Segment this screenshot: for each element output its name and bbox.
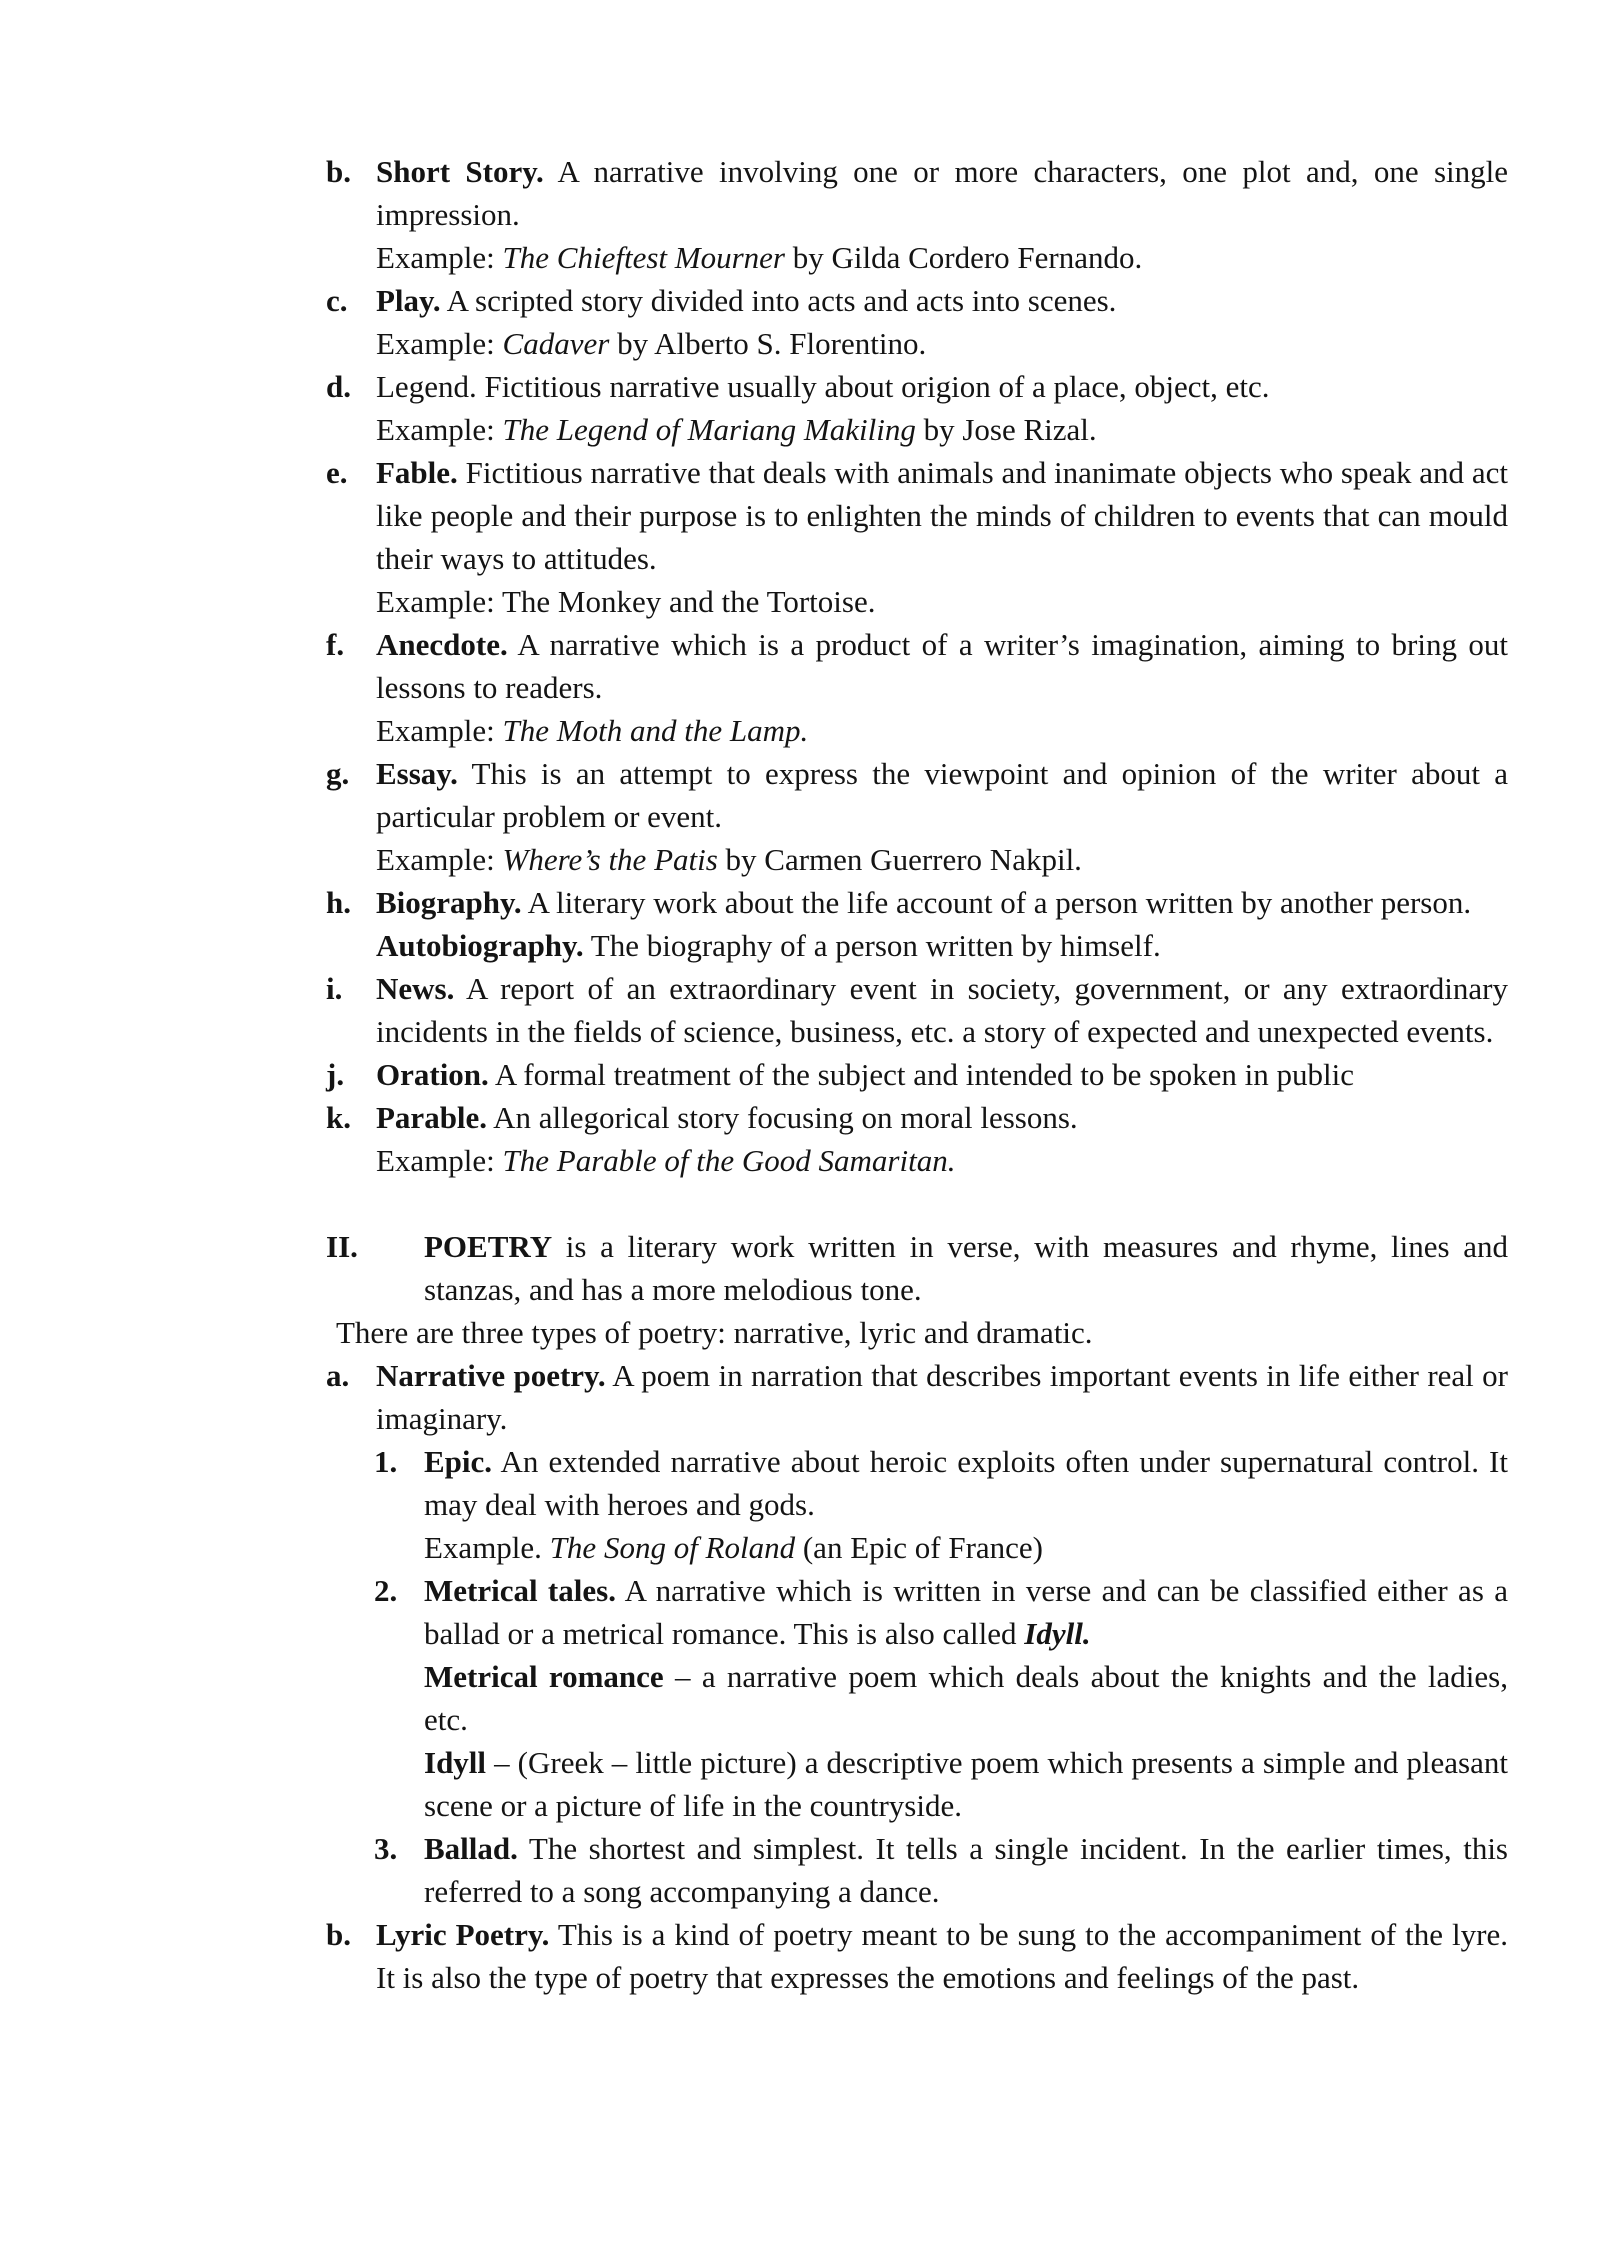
- item-term: Oration.: [376, 1057, 489, 1092]
- item-label: g.: [326, 756, 350, 791]
- item-text: A poem in narration that describes important events in life either real or imaginary.: [376, 1358, 1508, 1436]
- example-suffix: by Jose Rizal.: [915, 412, 1097, 447]
- item-label: k.: [326, 1100, 351, 1135]
- item-term: Parable.: [376, 1100, 488, 1135]
- list-item-biography: [326, 881, 1508, 967]
- item-example: [376, 1139, 1508, 1182]
- example-prefix: Example:: [376, 713, 503, 748]
- item-term: Fable.: [376, 455, 458, 490]
- item-label: b.: [326, 154, 351, 189]
- sub-item-term: Metrical tales.: [424, 1573, 616, 1608]
- item-example: Example: The Monkey and the Tortoise.: [376, 584, 876, 619]
- item-label: h.: [326, 885, 351, 920]
- sub-item-label: 3.: [374, 1831, 398, 1866]
- list-item-essay: [326, 752, 1508, 881]
- list-item-short-story: [326, 150, 1508, 279]
- example-suffix: by Gilda Cordero Fernando.: [784, 240, 1143, 275]
- example-suffix: by Carmen Guerrero Nakpil.: [717, 842, 1082, 877]
- definition-term: Metrical romance: [424, 1659, 664, 1694]
- example-prefix: Example:: [376, 842, 503, 877]
- item-text: Legend. Fictitious narrative usually about origion of a place, object, etc.: [376, 369, 1270, 404]
- idyll-definition: [424, 1741, 1508, 1827]
- item-text: A scripted story divided into acts and acts into scenes.: [440, 283, 1117, 318]
- sub-item-example: [424, 1526, 1508, 1569]
- item-label: j.: [326, 1057, 345, 1092]
- idyll-word: Idyll.: [1024, 1616, 1091, 1651]
- example-title: Where’s the Patis: [502, 842, 718, 877]
- item-text: A report of an extraordinary event in society, government, or any extraordinary incidents in the fields of science, business, etc. a story of expected and unexpected events.: [376, 971, 1508, 1049]
- item-label: a.: [326, 1358, 350, 1393]
- item-term: Narrative poetry.: [376, 1358, 606, 1393]
- item-label: f.: [326, 627, 345, 662]
- list-item-legend: [326, 365, 1508, 451]
- subdefinition-term: Autobiography.: [376, 928, 584, 963]
- item-example: [376, 236, 1508, 279]
- subdefinition-text: The biography of a person written by himself.: [583, 928, 1161, 963]
- poetry-types-intro: There are three types of poetry: narrative, lyric and dramatic.: [336, 1315, 1093, 1350]
- example-title: Cadaver: [502, 326, 610, 361]
- list-item-parable: [326, 1096, 1508, 1182]
- item-text: This is an attempt to express the viewpoint and opinion of the writer about a particular problem or event.: [376, 756, 1508, 834]
- item-term: Play.: [376, 283, 441, 318]
- section-label: II.: [326, 1229, 358, 1264]
- item-text: A literary work about the life account of a person written by another person.: [521, 885, 1472, 920]
- example-title: The Song of Roland: [549, 1530, 796, 1565]
- sub-item-text: The shortest and simplest. It tells a single incident. In the earlier times, this referred to a song accompanying a dance.: [424, 1831, 1508, 1909]
- item-example: [376, 322, 1508, 365]
- example-prefix: Example:: [376, 326, 503, 361]
- example-prefix: Example.: [424, 1530, 550, 1565]
- example-prefix: Example:: [376, 1143, 503, 1178]
- metrical-romance-definition: [424, 1655, 1508, 1741]
- sub-item-term: Ballad.: [424, 1831, 518, 1866]
- sub-item-label: 1.: [374, 1444, 398, 1479]
- example-prefix: Example:: [376, 240, 503, 275]
- example-title: The Chieftest Mourner: [502, 240, 785, 275]
- item-example: [376, 709, 1508, 752]
- item-label: c.: [326, 283, 348, 318]
- list-item-anecdote: [326, 623, 1508, 752]
- item-text: Fictitious narrative that deals with animals and inanimate objects who speak and act like people and their purpose is to enlighten the minds of children to events that can mould their ways to attitudes.: [376, 455, 1508, 576]
- item-term: Biography.: [376, 885, 522, 920]
- item-term: Essay.: [376, 756, 458, 791]
- item-text: A narrative involving one or more characters, one plot and, one single impression.: [376, 154, 1508, 232]
- item-term: Short Story.: [376, 154, 544, 189]
- sub-item-ballad: [326, 1827, 1508, 1913]
- section-poetry: [326, 1225, 1508, 1311]
- sub-item-epic: [326, 1440, 1508, 1569]
- example-title: The Parable of the Good Samaritan.: [502, 1143, 956, 1178]
- item-label: d.: [326, 369, 351, 404]
- item-text: An allegorical story focusing on moral lessons.: [487, 1100, 1078, 1135]
- example-title: The Moth and the Lamp.: [502, 713, 809, 748]
- item-text: A narrative which is a product of a writer’s imagination, aiming to bring out lessons to readers.: [376, 627, 1508, 705]
- sub-item-term: Epic.: [424, 1444, 493, 1479]
- item-text: This is a kind of poetry meant to be sung to the accompaniment of the lyre. It is also the type of poetry that expresses the emotions and feelings of the past.: [376, 1917, 1508, 1995]
- definition-text: – a narrative poem which deals about the knights and the ladies, etc.: [424, 1659, 1508, 1737]
- item-label: b.: [326, 1917, 351, 1952]
- list-item-news: [326, 967, 1508, 1053]
- example-suffix: (an Epic of France): [795, 1530, 1043, 1565]
- list-item-play: [326, 279, 1508, 365]
- section-term: POETRY: [424, 1229, 553, 1264]
- document-body: [326, 150, 1508, 1999]
- definition-term: Idyll: [424, 1745, 487, 1780]
- item-term: News.: [376, 971, 455, 1006]
- item-text: A formal treatment of the subject and intended to be spoken in public: [488, 1057, 1355, 1092]
- sub-item-text: An extended narrative about heroic exploits often under supernatural control. It may deal with heroes and gods.: [424, 1444, 1508, 1522]
- sub-item-label: 2.: [374, 1573, 398, 1608]
- item-example: [376, 838, 1508, 881]
- sub-item-metrical-tales: [326, 1569, 1508, 1827]
- sub-item-text: A narrative which is written in verse and can be classified either as a ballad or a metrical romance. This is also called: [424, 1573, 1508, 1651]
- item-example: [376, 408, 1508, 451]
- item-subdefinition: [376, 924, 1508, 967]
- item-term: Lyric Poetry.: [376, 1917, 550, 1952]
- item-term: Anecdote.: [376, 627, 508, 662]
- example-prefix: Example:: [376, 412, 503, 447]
- list-item-narrative-poetry: [326, 1354, 1508, 1440]
- section-text: is a literary work written in verse, with measures and rhyme, lines and stanzas, and has a more melodious tone.: [424, 1229, 1508, 1307]
- example-suffix: by Alberto S. Florentino.: [609, 326, 927, 361]
- list-item-oration: [326, 1053, 1508, 1096]
- item-label: e.: [326, 455, 348, 490]
- item-label: i.: [326, 971, 343, 1006]
- list-item-lyric-poetry: [326, 1913, 1508, 1999]
- example-title: The Legend of Mariang Makiling: [502, 412, 916, 447]
- definition-text: – (Greek – little picture) a descriptive poem which presents a simple and pleasant scene or a picture of life in the countryside.: [424, 1745, 1508, 1823]
- list-item-fable: [326, 451, 1508, 623]
